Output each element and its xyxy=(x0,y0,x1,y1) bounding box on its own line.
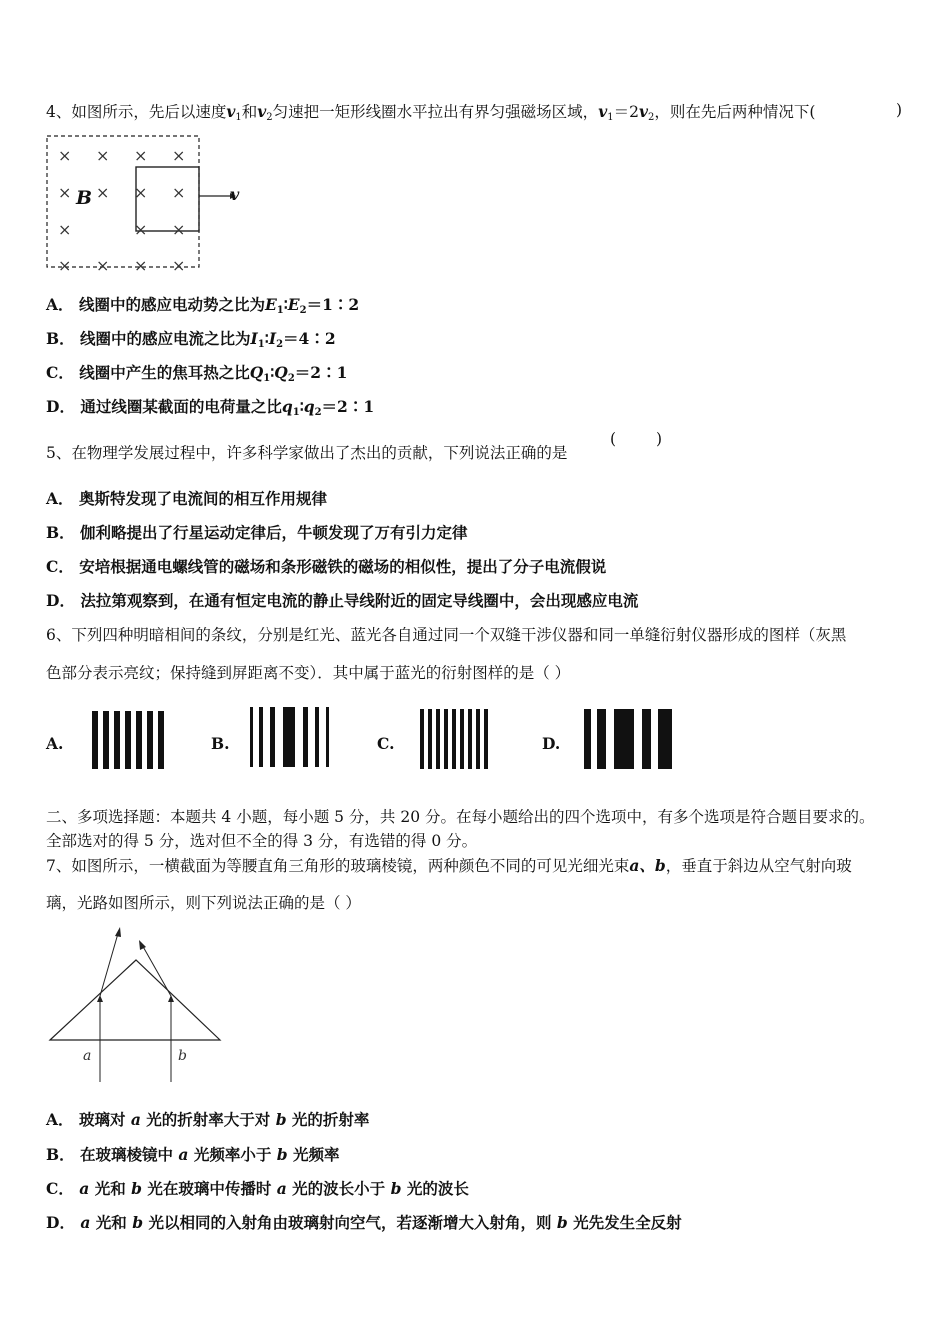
q6-pattern-a xyxy=(90,710,172,770)
q7-stem-line2: 璃，光路如图所示，则下列说法正确的是（ ） xyxy=(46,894,361,912)
q5-option-c: C． 安培根据通电螺线管的磁场和条形磁铁的磁场的相似性，提出了分子电流假说 xyxy=(46,557,607,576)
q7-option-c: C． a 光和 b 光在玻璃中传播时 a 光的波长小于 b 光的波长 xyxy=(46,1179,469,1198)
q5-option-b: B． 伽利略提出了行星运动定律后，牛顿发现了万有引力定律 xyxy=(46,523,468,542)
q5-stem: 5、在物理学发展过程中，许多科学家做出了杰出的贡献，下列说法正确的是 xyxy=(46,444,568,462)
ray-label-b: b xyxy=(178,1048,187,1064)
q6-label-d: D. xyxy=(542,734,561,753)
q5-open-paren: ( xyxy=(610,430,617,448)
prism-triangle xyxy=(50,960,220,1040)
q6-pattern-c xyxy=(418,708,496,770)
q7-option-b: B． 在玻璃棱镜中 a 光频率小于 b 光频率 xyxy=(46,1145,340,1164)
velocity-label-v: v xyxy=(230,185,240,204)
q4-magnetic-field-figure: × × × × × × × × × × × × × × × B v xyxy=(44,133,254,273)
q7-option-a: A． 玻璃对 a 光的折射率大于对 b 光的折射率 xyxy=(46,1110,370,1129)
q4-option-c: C． 线圈中产生的焦耳热之比$Q_1∶Q_2=2∶1$ xyxy=(46,363,348,384)
q6-label-b: B. xyxy=(211,734,230,753)
q4-close-paren: ) xyxy=(896,101,903,119)
section2-header-line1: 二、多项选择题：本题共 4 小题，每小题 5 分，共 20 分。在每小题给出的四个选项中，有多个选项是符合题目要求的。 xyxy=(46,808,875,826)
q7-stem-line1: 7、如图所示，一横截面为等腰直角三角形的玻璃棱镜，两种颜色不同的可见光细光束a、b，垂直于斜边从空气射向玻 xyxy=(46,856,852,875)
q6-pattern-d xyxy=(582,708,678,770)
q4-option-a: A． 线圈中的感应电动势之比为$E_1∶E_2=1∶2$ xyxy=(46,295,360,316)
q4-option-d: D． 通过线圈某截面的电荷量之比$q_1∶q_2=2∶1$ xyxy=(46,397,375,418)
field-label-b: B xyxy=(76,187,93,209)
ray-label-a: a xyxy=(83,1048,92,1064)
q4-option-b: B． 线圈中的感应电流之比为$I_1∶I_2=4∶2$ xyxy=(46,329,336,350)
section2-header-line2: 全部选对的得 5 分，选对但不全的得 3 分，有选错的得 0 分。 xyxy=(46,832,478,850)
q5-close-paren: ) xyxy=(656,430,663,448)
q5-option-d: D． 法拉第观察到，在通有恒定电流的静止导线附近的固定导线圈中，会出现感应电流 xyxy=(46,591,639,610)
q7-option-d: D． a 光和 b 光以相同的入射角由玻璃射向空气，若逐渐增大入射角，则 b 光先发生全反射 xyxy=(46,1213,682,1232)
q7-prism-figure xyxy=(44,922,234,1092)
q6-label-a: A. xyxy=(46,734,64,753)
q4-stem: 4、如图所示，先后以速度$v_1$和$v_2$匀速把一矩形线圈水平拉出有界匀强磁场区域，$v_1=2v_2$，则在先后两种情况下( xyxy=(46,102,816,123)
q5-option-a: A． 奥斯特发现了电流间的相互作用规律 xyxy=(46,489,327,508)
q6-stem-line1: 6、下列四种明暗相间的条纹，分别是红光、蓝光各自通过同一个双缝干涉仪器和同一单缝衍射仪器形成的图样（灰黑 xyxy=(46,626,847,644)
q6-label-c: C. xyxy=(377,734,395,753)
q6-stem-line2: 色部分表示亮纹；保持缝到屏距离不变）．其中属于蓝光的衍射图样的是（ ） xyxy=(46,664,571,682)
q6-pattern-b xyxy=(248,706,340,768)
ray-a-refracted xyxy=(100,930,119,996)
